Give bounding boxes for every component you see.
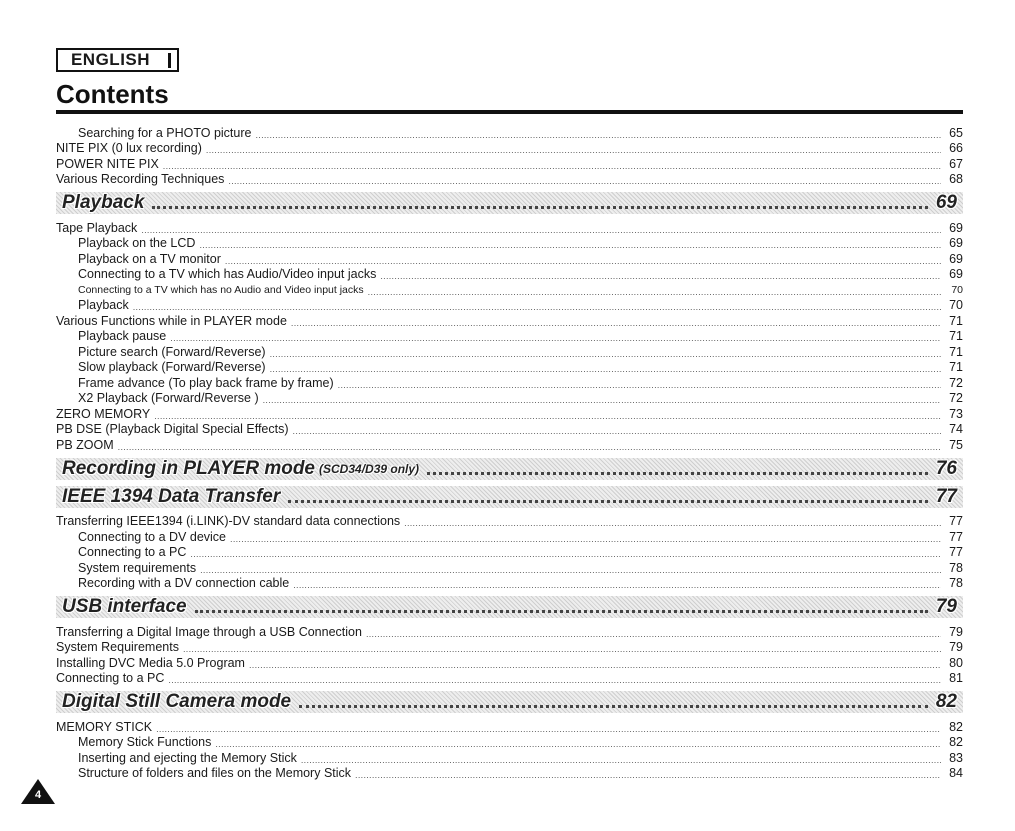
section-page: 79 bbox=[935, 596, 957, 617]
toc-entry-page: 69 bbox=[949, 267, 963, 281]
section-leader bbox=[299, 702, 928, 708]
toc-entry-text: Playback on a TV monitor bbox=[78, 251, 221, 266]
toc-entry-text: Playback pause bbox=[78, 329, 167, 343]
section-title: IEEE 1394 Data Transfer bbox=[62, 485, 281, 507]
toc-entry-page: 79 bbox=[949, 624, 963, 639]
toc-entry-text: Playback bbox=[78, 298, 129, 312]
toc-entry-page: 74 bbox=[949, 422, 963, 436]
toc-entry-page: 70 bbox=[951, 283, 963, 296]
section-banner-playback[interactable] bbox=[56, 192, 963, 214]
dot-leader bbox=[255, 126, 941, 141]
section-leader bbox=[152, 203, 927, 209]
toc-entry[interactable] bbox=[56, 156, 963, 172]
toc-entry-page: 77 bbox=[949, 545, 963, 559]
section-banner-digital-still-camera[interactable] bbox=[56, 691, 963, 713]
toc-group-3 bbox=[56, 624, 963, 686]
dot-leader bbox=[225, 252, 941, 267]
section-leader bbox=[288, 497, 928, 503]
toc-entry-text: Connecting to a TV which has no Audio and Video input jacks bbox=[78, 283, 364, 296]
dot-leader bbox=[380, 267, 941, 282]
section-subtitle: (SCD34/D39 only) bbox=[319, 461, 420, 476]
dot-leader bbox=[133, 298, 941, 313]
toc-entry-text: Slow playback (Forward/Reverse) bbox=[78, 360, 266, 374]
toc-entry-page: 84 bbox=[949, 766, 963, 780]
section-banner-usb[interactable] bbox=[56, 596, 963, 618]
toc-entry-page: 71 bbox=[949, 313, 963, 328]
dot-leader bbox=[355, 766, 941, 781]
toc-entry-page: 69 bbox=[949, 251, 963, 266]
toc-entry-text: Memory Stick Functions bbox=[78, 735, 212, 749]
section-leader bbox=[427, 469, 928, 475]
dot-leader bbox=[404, 514, 941, 529]
dot-leader bbox=[293, 576, 941, 591]
section-banner-ieee1394[interactable] bbox=[56, 486, 963, 508]
toc-entry-text: Tape Playback bbox=[56, 220, 138, 235]
toc-entry[interactable] bbox=[56, 282, 963, 298]
section-banner-recording-player[interactable] bbox=[56, 458, 963, 480]
toc-group-0 bbox=[56, 125, 963, 187]
toc-entry[interactable] bbox=[56, 141, 963, 157]
toc-entry-page: 71 bbox=[949, 329, 963, 343]
toc-entry-page: 79 bbox=[949, 640, 963, 654]
toc-entry-page: 69 bbox=[949, 220, 963, 235]
toc-entry[interactable] bbox=[56, 529, 963, 545]
toc-entry[interactable] bbox=[56, 437, 963, 453]
dot-leader bbox=[291, 314, 941, 329]
toc-entry[interactable] bbox=[56, 545, 963, 561]
toc-entry-page: 72 bbox=[949, 375, 963, 390]
toc-entry-text: PB DSE (Playback Digital Special Effects) bbox=[56, 422, 289, 436]
dot-leader bbox=[170, 329, 941, 344]
section-title: USB interface bbox=[62, 596, 187, 617]
toc-entry-page: 72 bbox=[949, 391, 963, 405]
toc-entry-page: 81 bbox=[949, 671, 963, 685]
toc-entry[interactable] bbox=[56, 655, 963, 671]
section-title: Digital Still Camera mode bbox=[62, 691, 292, 712]
dot-leader bbox=[270, 360, 941, 375]
toc-entry-text: System requirements bbox=[78, 560, 197, 575]
toc-entry-page: 78 bbox=[949, 560, 963, 575]
dot-leader bbox=[118, 438, 941, 453]
toc-entry[interactable] bbox=[56, 251, 963, 267]
toc-entry[interactable] bbox=[56, 344, 963, 360]
toc-entry-page: 68 bbox=[949, 172, 963, 186]
toc-entry[interactable] bbox=[56, 640, 963, 656]
dot-leader bbox=[338, 376, 941, 391]
toc-entry-page: 77 bbox=[949, 514, 963, 528]
toc-entry[interactable] bbox=[56, 298, 963, 314]
dot-leader bbox=[301, 751, 941, 766]
toc-entry[interactable] bbox=[56, 360, 963, 376]
dot-leader bbox=[206, 141, 941, 156]
toc-entry-page: 80 bbox=[949, 655, 963, 670]
language-badge bbox=[56, 48, 179, 72]
dot-leader bbox=[366, 625, 941, 640]
toc-entry-text: Connecting to a TV which has Audio/Video input jacks bbox=[78, 267, 377, 281]
toc-entry-text: NITE PIX (0 lux recording) bbox=[56, 141, 202, 155]
toc-entry[interactable] bbox=[56, 329, 963, 345]
dot-leader bbox=[230, 530, 941, 545]
toc-entry-text: Frame advance (To play back frame by frame) bbox=[78, 375, 334, 390]
toc-entry-page: 77 bbox=[949, 529, 963, 544]
dot-leader bbox=[183, 640, 941, 655]
toc-entry-text: PB ZOOM bbox=[56, 437, 114, 452]
toc-entry-page: 67 bbox=[949, 156, 963, 171]
dot-leader bbox=[156, 720, 941, 735]
toc-entry-text: Connecting to a DV device bbox=[78, 529, 227, 544]
toc-entry[interactable] bbox=[56, 766, 963, 782]
toc-group-1 bbox=[56, 220, 963, 453]
toc-entry-page: 78 bbox=[949, 576, 963, 590]
toc-entry-text: Structure of folders and files on the Memory Stick bbox=[78, 766, 352, 780]
toc-entry-text: Connecting to a PC bbox=[78, 545, 187, 559]
section-page: 69 bbox=[935, 192, 957, 213]
language-badge-tick bbox=[168, 53, 171, 68]
toc-entry-text: Searching for a PHOTO picture bbox=[78, 125, 252, 140]
dot-leader bbox=[270, 345, 941, 360]
toc-entry-text: Various Functions while in PLAYER mode bbox=[56, 313, 287, 328]
toc-entry-page: 71 bbox=[949, 344, 963, 359]
dot-leader bbox=[199, 236, 941, 251]
toc-entry-page: 82 bbox=[949, 735, 963, 749]
dot-leader bbox=[141, 221, 941, 236]
section-title: Recording in PLAYER mode bbox=[62, 457, 316, 479]
toc-entry-page: 69 bbox=[949, 236, 963, 250]
section-page: 82 bbox=[935, 691, 957, 712]
toc-entry[interactable] bbox=[56, 422, 963, 438]
section-page: 77 bbox=[935, 485, 957, 507]
toc-entry-text: Playback on the LCD bbox=[78, 236, 196, 250]
toc-entry-text: System Requirements bbox=[56, 640, 179, 654]
toc-entry[interactable] bbox=[56, 313, 963, 329]
toc-entry-page: 75 bbox=[949, 437, 963, 452]
page-number: 4 bbox=[34, 789, 42, 801]
toc-group-4 bbox=[56, 719, 963, 781]
dot-leader bbox=[228, 172, 941, 187]
section-title: Playback bbox=[62, 192, 145, 213]
toc-entry[interactable] bbox=[56, 624, 963, 640]
toc-entry[interactable] bbox=[56, 576, 963, 592]
dot-leader bbox=[215, 735, 941, 750]
toc-entry-page: 82 bbox=[949, 719, 963, 734]
toc-entry[interactable] bbox=[56, 236, 963, 252]
toc-entry[interactable] bbox=[56, 514, 963, 530]
toc-entry-text: Transferring IEEE1394 (i.LINK)-DV standard data connections bbox=[56, 514, 401, 528]
dot-leader bbox=[200, 561, 941, 576]
language-label: ENGLISH bbox=[70, 50, 151, 69]
toc-entry-text: Various Recording Techniques bbox=[56, 172, 225, 186]
dot-leader bbox=[263, 391, 941, 406]
toc-entry[interactable] bbox=[56, 671, 963, 687]
toc-entry[interactable] bbox=[56, 406, 963, 422]
toc-entry-text: Transferring a Digital Image through a USB Connection bbox=[56, 624, 362, 639]
toc-entry-text: X2 Playback (Forward/Reverse ) bbox=[78, 391, 259, 405]
toc-entry-text: Recording with a DV connection cable bbox=[78, 576, 290, 590]
dot-leader bbox=[190, 545, 941, 560]
toc-entry-text: Picture search (Forward/Reverse) bbox=[78, 344, 266, 359]
toc-entry-text: Installing DVC Media 5.0 Program bbox=[56, 655, 245, 670]
toc-entry-page: 66 bbox=[949, 141, 963, 155]
toc-entry[interactable] bbox=[56, 375, 963, 391]
toc-entry-page: 65 bbox=[949, 125, 963, 140]
toc-entry-page: 71 bbox=[949, 360, 963, 374]
toc-entry-page: 73 bbox=[949, 406, 963, 421]
dot-leader bbox=[249, 656, 941, 671]
dot-leader bbox=[168, 671, 941, 686]
dot-leader bbox=[154, 407, 941, 422]
toc-entry[interactable] bbox=[56, 719, 963, 735]
toc-entry[interactable] bbox=[56, 560, 963, 576]
toc-entry-text: Connecting to a PC bbox=[56, 671, 165, 685]
toc-entry[interactable] bbox=[56, 125, 963, 141]
table-of-contents bbox=[56, 125, 963, 781]
toc-entry[interactable] bbox=[56, 750, 963, 766]
toc-entry-text: ZERO MEMORY bbox=[56, 406, 151, 421]
toc-entry[interactable] bbox=[56, 735, 963, 751]
section-leader bbox=[195, 607, 928, 613]
toc-entry[interactable] bbox=[56, 172, 963, 188]
section-page: 76 bbox=[935, 457, 957, 479]
toc-entry-text: MEMORY STICK bbox=[56, 719, 153, 734]
dot-leader bbox=[368, 283, 941, 298]
toc-entry-page: 70 bbox=[949, 298, 963, 312]
toc-entry[interactable] bbox=[56, 267, 963, 283]
toc-entry-text: POWER NITE PIX bbox=[56, 156, 159, 171]
title-rule bbox=[56, 110, 963, 114]
dot-leader bbox=[293, 422, 941, 437]
dot-leader bbox=[163, 157, 941, 172]
toc-entry[interactable] bbox=[56, 391, 963, 407]
toc-entry-page: 83 bbox=[949, 750, 963, 765]
toc-entry-text: Inserting and ejecting the Memory Stick bbox=[78, 750, 297, 765]
toc-entry[interactable] bbox=[56, 220, 963, 236]
toc-group-2 bbox=[56, 514, 963, 592]
page-title: Contents bbox=[56, 79, 169, 109]
